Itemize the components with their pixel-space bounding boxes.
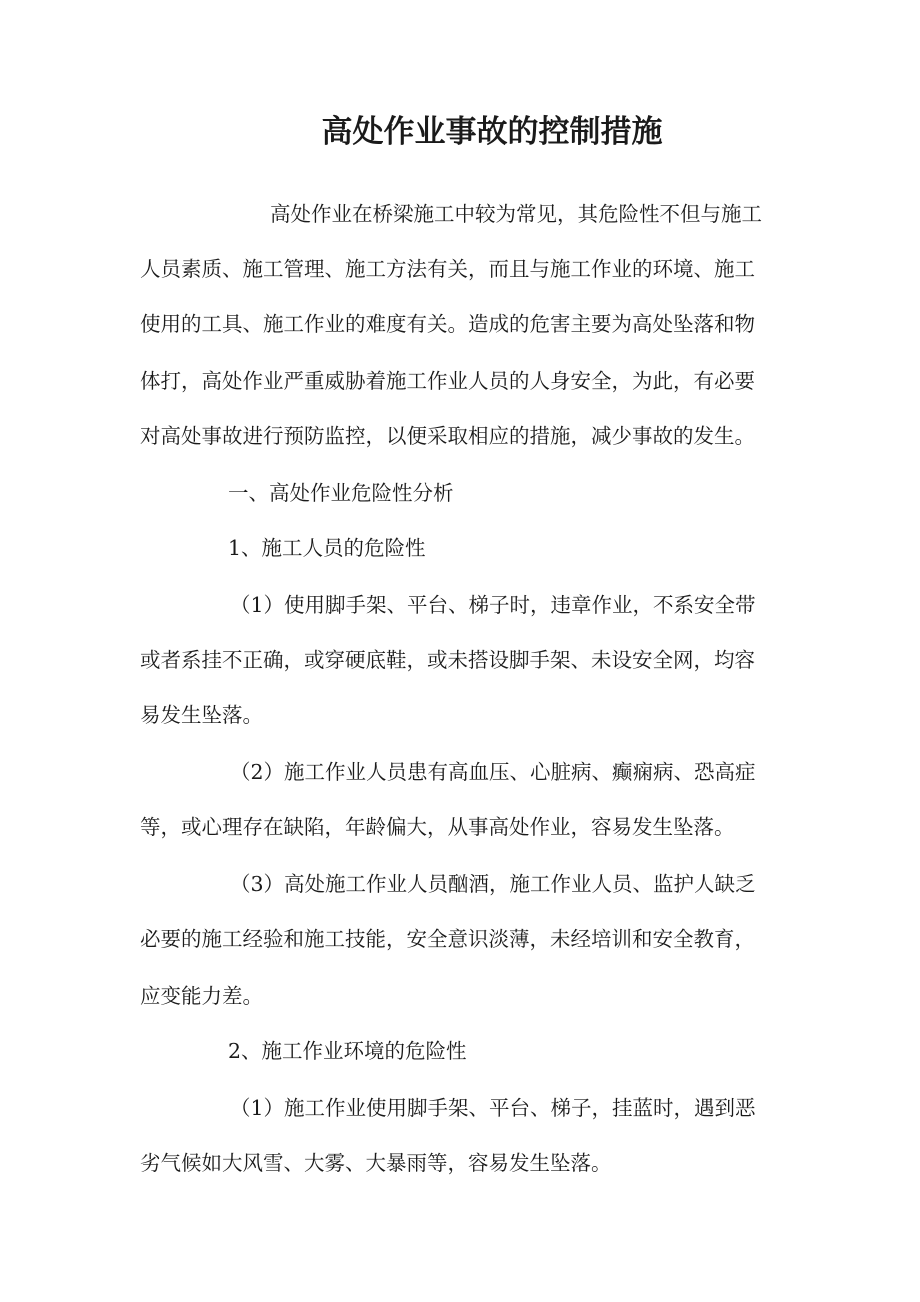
subsection-heading: 2、施工作业环境的危险性 [228, 1039, 467, 1063]
paragraph-line: 必要的施工经验和施工技能，安全意识淡薄，未经培训和安全教育， [140, 927, 755, 951]
paragraph-line: 高处作业在桥梁施工中较为常见，其危险性不但与施工 [270, 202, 762, 226]
paragraph-line: （1）施工作业使用脚手架、平台、梯子，挂蓝时，遇到恶 [230, 1096, 756, 1120]
paragraph-line: 人员素质、施工管理、施工方法有关，而且与施工作业的环境、施工 [140, 257, 755, 281]
paragraph-line: 等，或心理存在缺陷，年龄偏大，从事高处作业，容易发生坠落。 [140, 815, 735, 839]
paragraph-line: 对高处事故进行预防监控，以便采取相应的措施，减少事故的发生。 [140, 424, 755, 448]
paragraph-line: （1）使用脚手架、平台、梯子时，违章作业，不系安全带 [230, 593, 756, 617]
subsection-heading: 1、施工人员的危险性 [228, 536, 426, 560]
document-title: 高处作业事故的控制措施 [321, 114, 663, 150]
paragraph-line: （3）高处施工作业人员酗酒，施工作业人员、监护人缺乏 [230, 872, 756, 896]
paragraph-line: （2）施工作业人员患有高血压、心脏病、癫痫病、恐高症 [230, 760, 756, 784]
paragraph-line: 易发生坠落。 [140, 703, 263, 727]
section-heading: 一、高处作业危险性分析 [228, 481, 454, 505]
paragraph-line: 应变能力差。 [140, 984, 263, 1008]
paragraph-line: 体打，高处作业严重威胁着施工作业人员的人身安全，为此，有必要 [140, 369, 755, 393]
paragraph-line: 劣气候如大风雪、大雾、大暴雨等，容易发生坠落。 [140, 1151, 612, 1175]
paragraph-line: 或者系挂不正确，或穿硬底鞋，或未搭设脚手架、未设安全网，均容 [140, 648, 755, 672]
paragraph-line: 使用的工具、施工作业的难度有关。造成的危害主要为高处坠落和物 [140, 312, 755, 336]
